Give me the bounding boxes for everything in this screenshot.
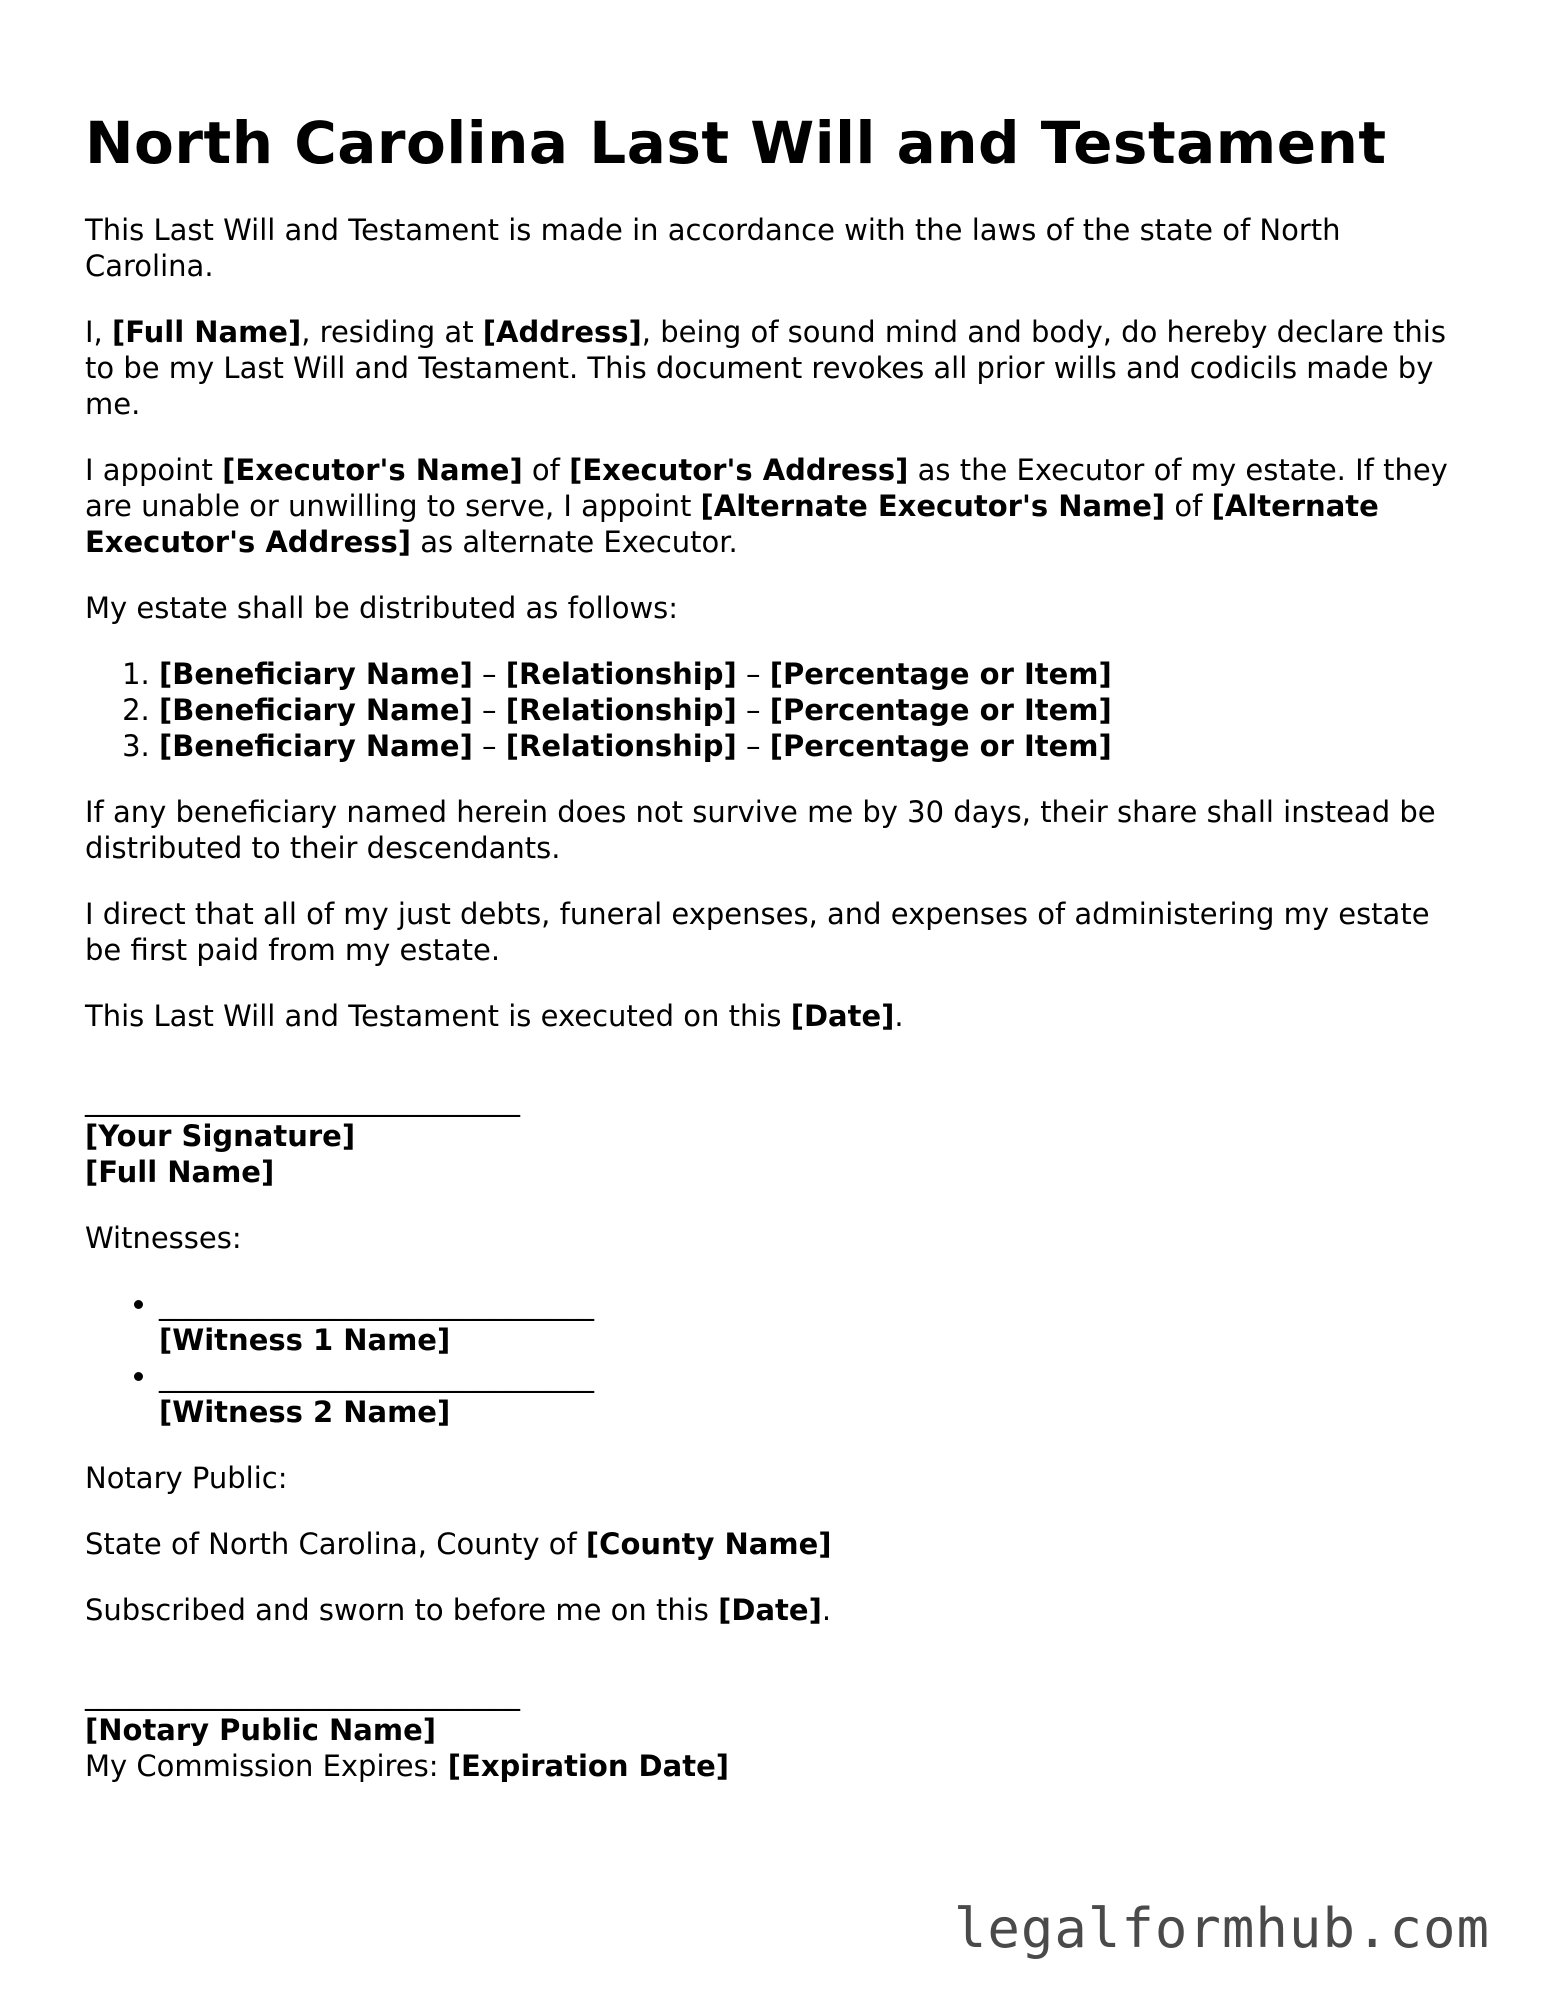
beneficiary-item <box>159 728 1465 764</box>
notary-label: Notary Public: <box>85 1461 288 1495</box>
witnesses-label: Witnesses: <box>85 1221 242 1255</box>
witness-name: [Witness 1 Name] <box>159 1323 451 1357</box>
executor-paragraph <box>85 452 1465 560</box>
spacer <box>85 1658 1465 1676</box>
executor-name-placeholder: [Executor's Name] <box>222 453 523 487</box>
declaration-paragraph <box>85 314 1465 422</box>
distribution-intro: My estate shall be distributed as follows: <box>85 591 679 625</box>
notary-signature-line: ______________________________ <box>85 1677 520 1711</box>
expiration-date-placeholder: [Expiration Date] <box>447 1749 729 1783</box>
witness-list <box>85 1286 1465 1430</box>
separator: – <box>472 693 506 727</box>
beneficiary-name: [Beneficiary Name] <box>159 729 473 763</box>
sworn-end: . <box>821 1593 832 1627</box>
county-text: State of North Carolina, County of <box>85 1527 586 1561</box>
separator: – <box>472 657 506 691</box>
footer-brand: legalformhub.com <box>953 1897 1490 1960</box>
page-title: North Carolina Last Will and Testament <box>85 109 1387 177</box>
executor-address-placeholder: [Executor's Address] <box>569 453 909 487</box>
beneficiary-list <box>85 656 1465 764</box>
sworn-text: Subscribed and sworn to before me on this <box>85 1593 719 1627</box>
sworn-date-placeholder: [Date] <box>718 1593 822 1627</box>
executor-text-4: of <box>1165 489 1212 523</box>
beneficiary-item <box>159 656 1465 692</box>
separator: – <box>736 693 770 727</box>
county-name-placeholder: [County Name] <box>585 1527 832 1561</box>
executor-text-2: of <box>522 453 570 487</box>
executor-text-1: I appoint <box>85 453 223 487</box>
signature-line: ______________________________ <box>85 1083 520 1117</box>
beneficiary-share: [Percentage or Item] <box>769 657 1112 691</box>
survival-clause: If any beneficiary named herein does not survive me by 30 days, their share shall instead be distributed to their descendants. <box>85 795 1436 865</box>
witness-item <box>159 1358 1465 1430</box>
beneficiary-name: [Beneficiary Name] <box>159 693 473 727</box>
commission-text: My Commission Expires: <box>85 1749 448 1783</box>
beneficiary-relationship: [Relationship] <box>505 693 737 727</box>
full-name-placeholder: [Full Name] <box>112 315 302 349</box>
declaration-suffix: , being of sound mind and body, do hereby declare this to be my Last Will and Testament. This document revokes all prior wills and codicils made by me. <box>85 315 1446 421</box>
separator: – <box>736 657 770 691</box>
signature-full-name: [Full Name] <box>85 1155 275 1189</box>
beneficiary-share: [Percentage or Item] <box>769 729 1112 763</box>
alternate-executor-address-placeholder: [Alternate Executor's Address] <box>85 489 1379 559</box>
execution-date-placeholder: [Date] <box>790 999 895 1033</box>
executor-text-3: as the Executor of my estate. If they are unable or unwilling to serve, I appoint <box>85 453 1448 523</box>
debts-clause: I direct that all of my just debts, funeral expenses, and expenses of administering my estate be first paid from my estate. <box>85 897 1430 967</box>
witness-item <box>159 1286 1465 1358</box>
declaration-mid: , residing at <box>301 315 483 349</box>
alternate-executor-name-placeholder: [Alternate Executor's Name] <box>700 489 1166 523</box>
address-placeholder: [Address] <box>482 315 642 349</box>
execution-paragraph <box>85 998 1465 1034</box>
spacer <box>85 1064 1465 1082</box>
separator: – <box>472 729 506 763</box>
witness-signature-line: • ______________________________ <box>159 1287 594 1321</box>
executor-text-5: as alternate Executor. <box>411 525 738 559</box>
separator: – <box>736 729 770 763</box>
beneficiary-relationship: [Relationship] <box>505 729 737 763</box>
witness-name: [Witness 2 Name] <box>159 1395 451 1429</box>
notary-signature-block <box>85 1676 1465 1784</box>
beneficiary-item <box>159 692 1465 728</box>
signature-label: [Your Signature] <box>85 1119 356 1153</box>
sworn-paragraph <box>85 1592 1465 1628</box>
beneficiary-relationship: [Relationship] <box>505 657 737 691</box>
notary-name-placeholder: [Notary Public Name] <box>85 1713 436 1747</box>
county-paragraph <box>85 1526 1465 1562</box>
execution-text: This Last Will and Testament is executed on this <box>85 999 791 1033</box>
beneficiary-name: [Beneficiary Name] <box>159 657 473 691</box>
testator-signature-block <box>85 1082 1465 1190</box>
commission-line <box>85 1748 1465 1784</box>
declaration-prefix: I, <box>85 315 112 349</box>
intro-paragraph: This Last Will and Testament is made in accordance with the laws of the state of North Carolina. <box>85 213 1341 283</box>
execution-end: . <box>894 999 904 1033</box>
document-page <box>85 100 1465 1814</box>
beneficiary-share: [Percentage or Item] <box>769 693 1112 727</box>
witness-signature-line: • ______________________________ <box>159 1359 594 1393</box>
